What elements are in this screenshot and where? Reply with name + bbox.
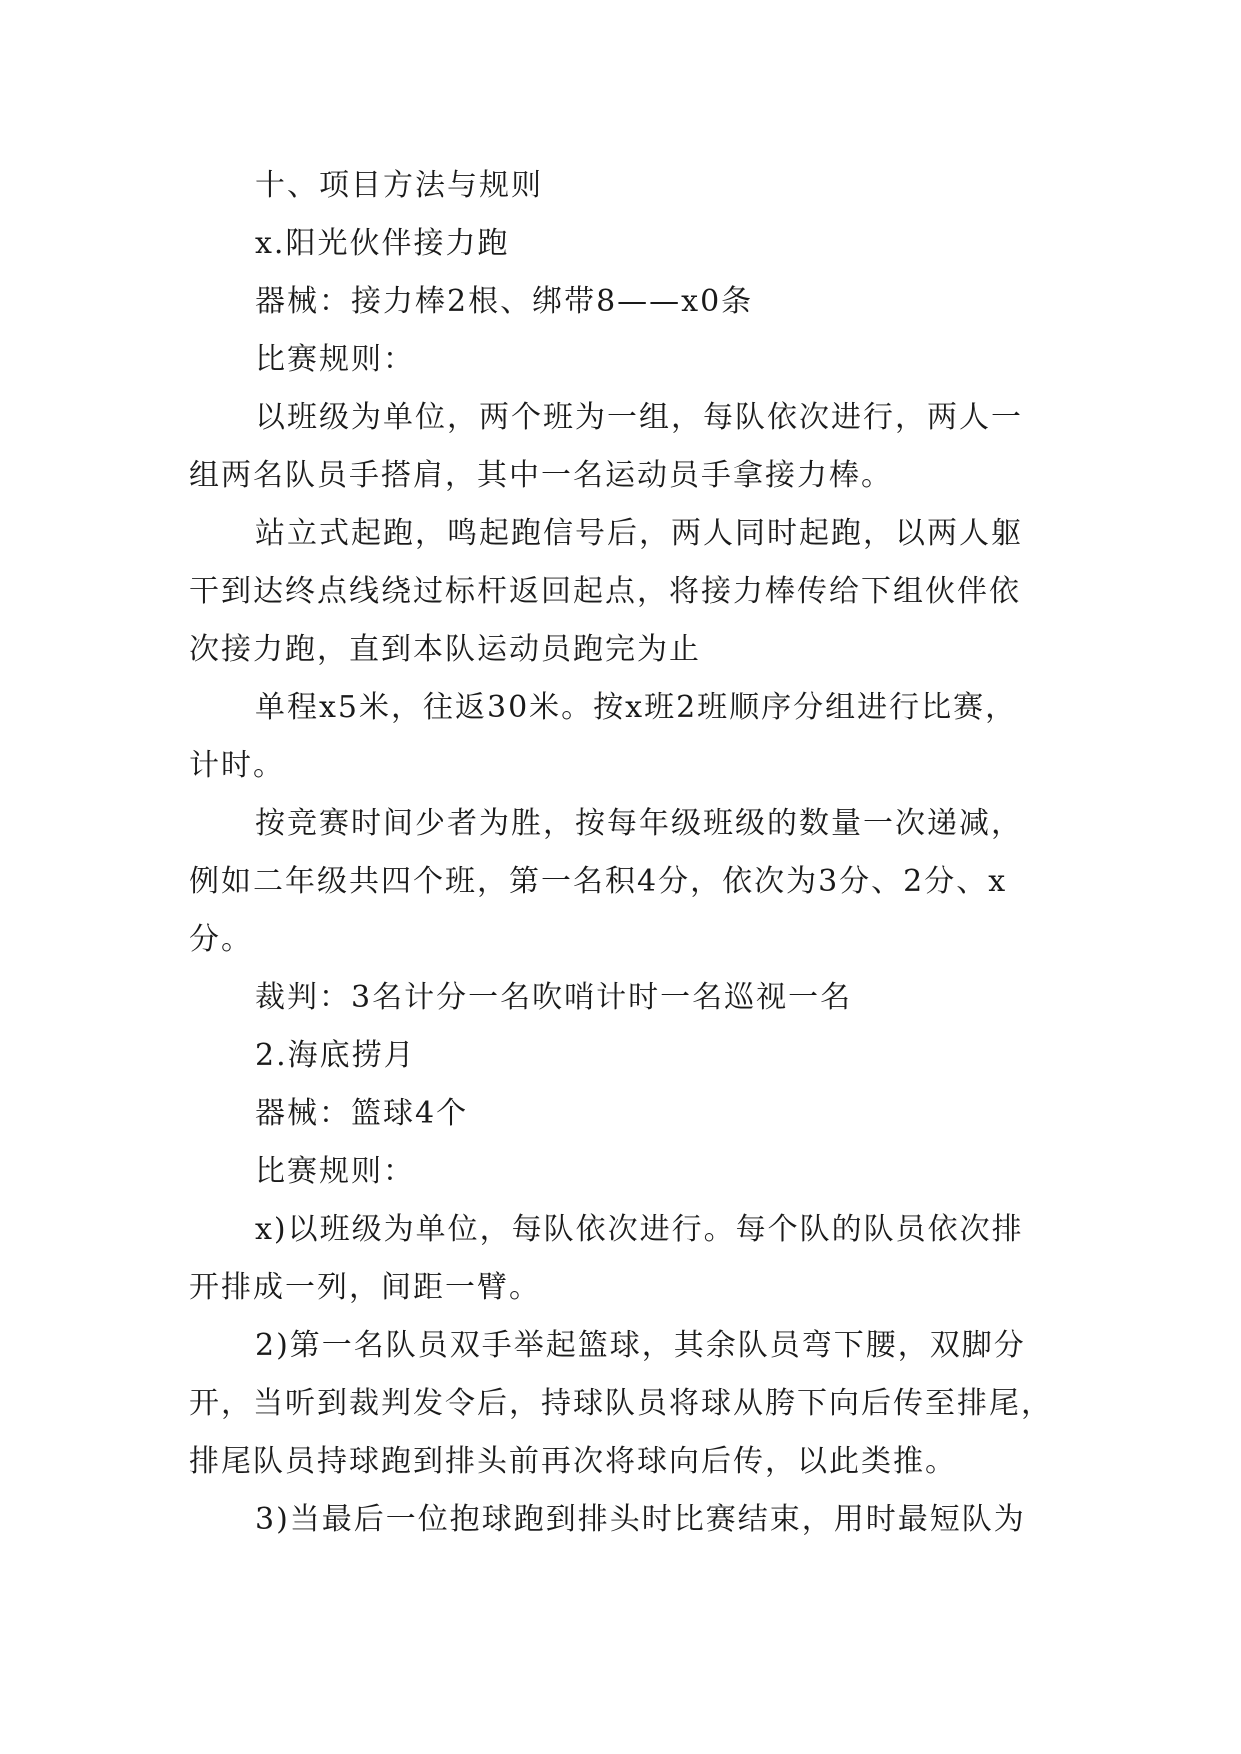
rule-line: x)以班级为单位，每队依次进行。每个队的队员依次排 (255, 1212, 1024, 1247)
rule-line: 开，当听到裁判发令后，持球队员将球从胯下向后传至排尾， (189, 1386, 1053, 1421)
document-body (189, 157, 1053, 1549)
paragraph-line: 按竞赛时间少者为胜，按每年级班级的数量一次递减， (255, 806, 1023, 841)
paragraph-line: 站立式起跑，鸣起跑信号后，两人同时起跑，以两人躯 (255, 516, 1023, 551)
rule-line: 2)第一名队员双手举起篮球，其余队员弯下腰，双脚分 (255, 1328, 1026, 1363)
rule-line: 3)当最后一位抱球跑到排头时比赛结束，用时最短队为 (255, 1502, 1026, 1537)
paragraph-line: 次接力跑，直到本队运动员跑完为止 (189, 632, 701, 667)
section-title: 十、项目方法与规则 (255, 168, 543, 203)
paragraph-line: 干到达终点线绕过标杆返回起点，将接力棒传给下组伙伴依 (189, 574, 1021, 609)
referee-line: 裁判：3名计分一名吹哨计时一名巡视一名 (255, 980, 853, 1015)
rule-line: 开排成一列，间距一臂。 (189, 1270, 541, 1305)
paragraph-line: 组两名队员手搭肩，其中一名运动员手拿接力棒。 (189, 458, 893, 493)
item-title: 2.海底捞月 (255, 1038, 416, 1073)
equipment-line: 器械：接力棒2根、绑带8——x0条 (255, 284, 754, 319)
paragraph-line: 单程x5米，往返30米。按x班2班顺序分组进行比赛， (255, 690, 1018, 725)
paragraph-line: 计时。 (189, 748, 285, 783)
rule-line: 排尾队员持球跑到排头前再次将球向后传，以此类推。 (189, 1444, 957, 1479)
equipment-line: 器械：篮球4个 (255, 1096, 469, 1131)
rules-heading: 比赛规则： (255, 1154, 415, 1189)
rules-heading: 比赛规则： (255, 342, 415, 377)
paragraph-line: 以班级为单位，两个班为一组，每队依次进行，两人一 (255, 400, 1023, 435)
paragraph-line: 例如二年级共四个班，第一名积4分，依次为3分、2分、x (189, 864, 1008, 899)
item-title: x.阳光伙伴接力跑 (255, 226, 510, 261)
paragraph-line: 分。 (189, 922, 253, 957)
